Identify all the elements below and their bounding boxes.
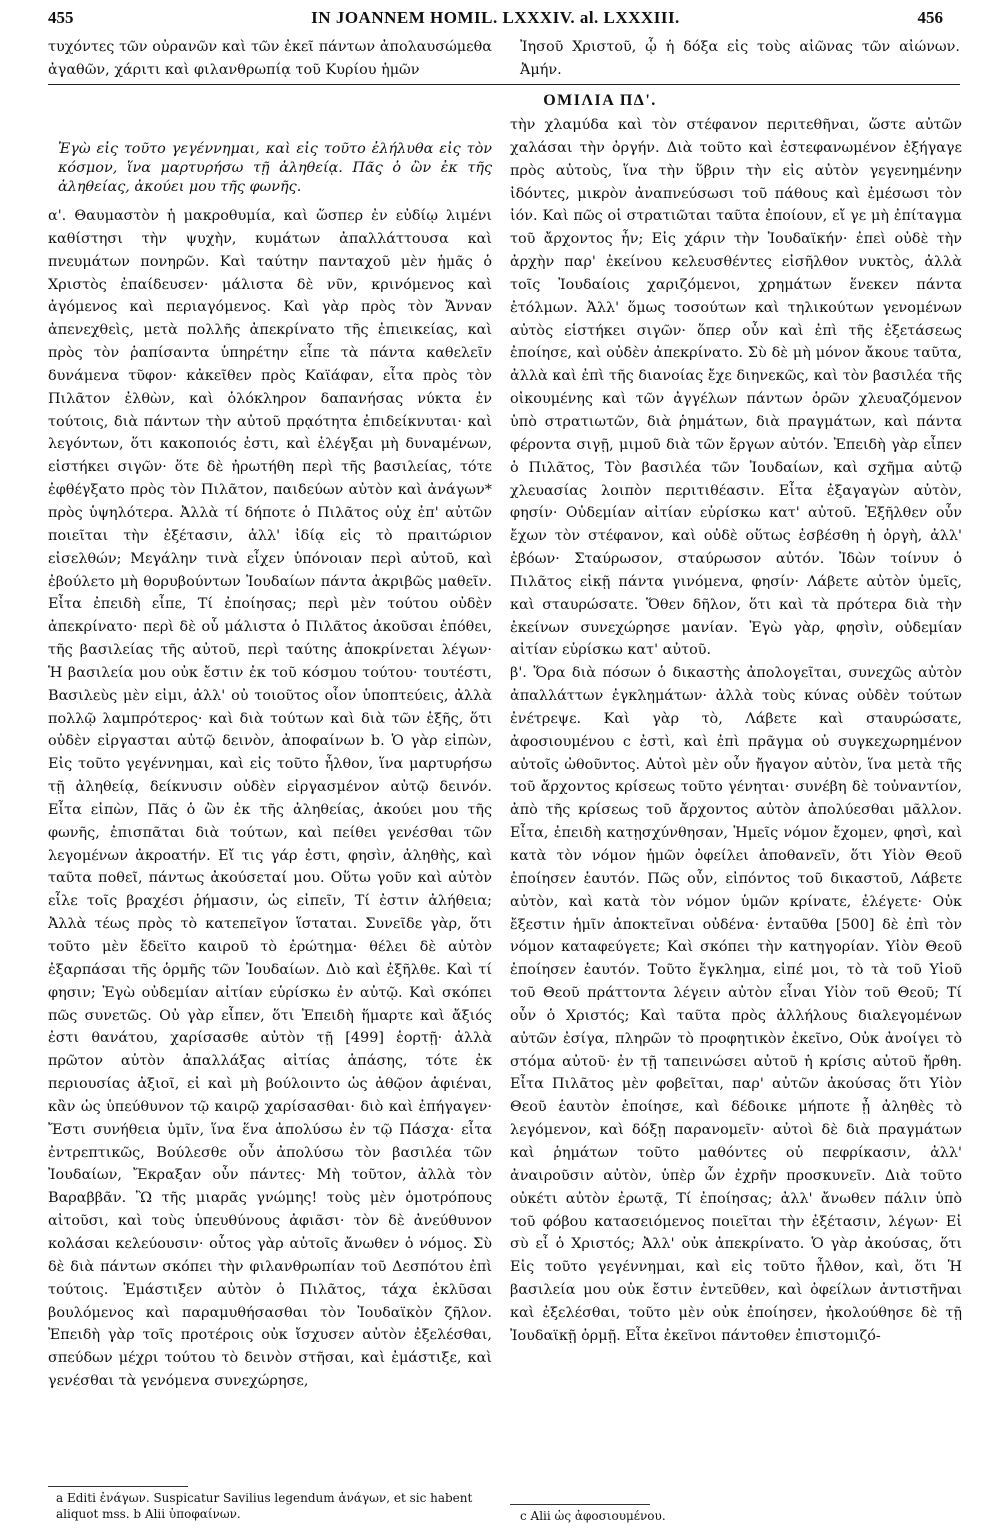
right-column-body-2: β'. Ὅρα διὰ πόσων ὁ δικαστὴς ἀπολογεῖται, συνεχῶς αὐτὸν ἀπαλλάττων ἐγκλημάτων· ἀλλὰ τοὺς κύνας οὐδὲν τούτων ἐνέτρεψε. Καὶ γὰρ τὸ, Λάβετε καὶ σταυρώσατε, ἀφοσιουμένου c ἐστὶ, καὶ ἐπὶ πρᾶγμα οὐ συγκεχωρημένον αὐτοῖς ὠθοῦντος. Αὐτοὶ μὲν οὖν ἤγαγον αὐτὸν, ἵνα μετὰ τῆς τοῦ ἄρχοντος κρίσεως τοῦτο γένηται· συνέβη δὲ τοὐναντίον, ἀπὸ τῆς κρίσεως τοῦ ἄρχοντος αὐτὸν ἀπολύεσθαι μᾶλλον. Εἶτα, ἐπειδὴ κατῃσχύνθησαν, Ἡμεῖς νόμον ἔχομεν, φησὶ, καὶ κατὰ τὸν νόμον ἡμῶν ὀφείλει ἀποθανεῖν, ὅτι Υἱὸν Θεοῦ ἐποίησεν ἑαυτόν. Πῶς οὖν, εἰπόντος τοῦ δικαστοῦ, Λάβετε αὐτὸν, καὶ κατὰ τὸν νόμον ὑμῶν κρίνατε, ἐλέγετε· Οὐκ ἔξεστιν ἡμῖν ἀποκτεῖναι οὐδένα· ἐνταῦθα [500] δὲ ἐπὶ τὸν νόμον καταφεύγετε; Καὶ σκόπει τὴν κατηγορίαν. Υἱὸν Θεοῦ ἐποίησεν ἑαυτόν. Τοῦτο ἔγκλημα, εἰπέ μοι, τὸ τὰ τοῦ Υἱοῦ τοῦ Θεοῦ πράττοντα λέγειν αὐτὸν εἶναι Υἱὸν τοῦ Θεοῦ; Τί οὖν ὁ Χριστός; Καὶ ταῦτα πρὸς ἀλλήλους διαλεγομένων αὐτῶν ἐσίγα, πληρῶν τὸ προφητικὸν ἐκεῖνο, Οὐκ ἀνοίγει τὸ στόμα αὐτοῦ· ἐν τῇ ταπεινώσει αὐτοῦ ἡ κρίσις αὐτοῦ ἤρθη. Εἶτα Πιλᾶτος μὲν φοβεῖται, παρ' αὐτῶν ἀκούσας ὅτι Υἱὸν Θεοῦ ἑαυτὸν ἐποίησε, καὶ δέδοικε μήποτε ᾖ ἀληθὲς τὸ λεγόμενον, καὶ δόξῃ παρανομεῖν· αὐτοὶ δὲ διὰ πραγμάτων καὶ ῥημάτων τοῦτο μαθόντες οὐ πεφρίκασιν, ἀλλ' ἀναιροῦσιν αὐτὸν, ὑπὲρ ὧν ἐχρῆν προσκυνεῖν. Διὰ τοῦτο οὐκέτι αὐτὸν ἐρωτᾷ, Τί ἐποίησας; ἀλλ' ἄνωθεν πάλιν ὑπὸ τοῦ φόβου κατασειόμενος ποιεῖται τὴν ἐξέτασιν, λέγων· Εἰ σὺ εἶ ὁ Χριστός; Ἀλλ' οὐκ ἀπεκρίνατο. Ὁ γὰρ ἀκούσας, ὅτι Εἰς τοῦτο γεγέννημαι, καὶ εἰς τοῦτο ἦλθον, καὶ, ὅτι Ἡ βασιλεία μου οὐκ ἔστιν ἐντεῦθεν, καὶ ὀφείλων ἀντιστῆναι καὶ ἐξελέσθαι, τοῦτο μὲν οὐκ ἐποίησεν, ἠκολούθησε δὲ τῇ Ἰουδαϊκῇ ὁρμῇ. Εἶτα ἐκεῖνοι πάντοθεν ἐπιστομιζό- bbox=[510, 665, 962, 1344]
page-number-left: 455 bbox=[48, 8, 74, 27]
top-left-text bbox=[48, 36, 492, 82]
footnote-left: a Editi ἐνάγων. Suspicatur Savilius legendum ἀνάγων, et sic habent aliquot mss. b Alii ὑποφαίνων. bbox=[56, 1491, 473, 1521]
left-column-body: α'. Θαυμαστὸν ἡ μακροθυμία, καὶ ὥσπερ ἐν εὐδίῳ λιμένι καθίστησι τὴν ψυχὴν, κυμάτων ἀπαλλάττουσα καὶ πνευμάτων πονηρῶν. Καὶ ταύτην πανταχοῦ μὲν ἡμᾶς ὁ Χριστὸς ἐπαίδευσεν· μάλιστα δὲ νῦν, κρινόμενος καὶ ἀγόμενος καὶ περιαγόμενος. Καὶ γὰρ πρὸς τὸν Ἄνναν ἀπενεχθεὶς, μετὰ πολλῆς ἀπεκρίνατο τῆς ἐπιεικείας, καὶ πρὸς τὸν ῥαπίσαντα ὑπηρέτην εἶπε τὰ πάντα καθελεῖν δυνάμενα τῦφον· κἀκεῖθεν πρὸς Καϊάφαν, εἶτα πρὸς τὸν Πιλᾶτον ἐλθὼν, καὶ ὁλόκληρον δαπανήσας νύκτα ἐν τούτοις, διὰ πάντων τὴν αὐτοῦ πρᾳότητα ἐπιδείκνυται· καὶ λεγόντων, ὅτι κακοποιός ἐστι, καὶ ἐλέγξαι μὴ δυναμένων, εἱστήκει σιγῶν· ὅτε δὲ ἠρωτήθη περὶ τῆς βασιλείας, τότε ἐφθέγξατο πρὸς τὸν Πιλᾶτον, παιδεύων αὐτὸν καὶ ἀνάγων* πρὸς ὑψηλότερα. Ἀλλὰ τί δήποτε ὁ Πιλᾶτος οὐχ ἐπ' αὐτῶν ποιεῖται τὴν ἐξέτασιν, ἀλλ' ἰδίᾳ εἰς τὸ πραιτώριον εἰσελθών; Μεγάλην τινὰ εἶχεν ὑπόνοιαν περὶ αὐτοῦ, καὶ ἐβούλετο μὴ θορυβούντων Ἰουδαίων πάντα ἀκριβῶς μαθεῖν. Εἶτα ἐπειδὴ εἶπε, Τί ἐποίησας; περὶ μὲν τούτου οὐδὲν ἀπεκρίνατο· περὶ δὲ οὗ μάλιστα ὁ Πιλᾶτος ἀκοῦσαι ἐπόθει, τῆς βασιλείας τῆς αὐτοῦ, περὶ ταύτης ἀποκρίνεται λέγων· Ἡ βασιλεία μου οὐκ ἔστιν ἐκ τοῦ κόσμου τούτου· τουτέστι, Βασιλεὺς μὲν εἰμι, ἀλλ' οὐ τοιοῦτος οἷον ὑποπτεύεις, ἀλλὰ πολλῷ λαμπρότερος· καὶ διὰ τούτων καὶ διὰ τῶν ἑξῆς, ὅτι οὐδὲν εἰργασται αὐτῷ δεινὸν, ἀποφαίνων b. Ὁ γὰρ εἰπὼν, Εἰς τοῦτο γεγέννημαι, καὶ εἰς τοῦτο ἦλθον, ἵνα μαρτυρήσω τῇ ἀληθείᾳ, δείκνυσιν οὐδὲν εἰργασμένον αὐτῷ δεινόν. Εἶτα εἰπὼν, Πᾶς ὁ ὢν ἐκ τῆς ἀληθείας, ἀκούει μου τῆς φωνῆς, ἐπισπᾶται διὰ τούτων, καὶ πείθει γενέσθαι τῶν λεγομένων ἀκροατήν. Εἴ τις γάρ ἐστι, φησὶν, ἀληθὴς, καὶ ταῦτα ποθεῖ, πάντως ἀκούσεταί μου. Οὕτω γοῦν καὶ αὐτὸν εἷλε τοῖς βραχέσι ῥήμασιν, ὡς εἰπεῖν, Τί ἐστιν ἀλήθεια; Ἀλλὰ τέως πρὸς τὸ κατεπεῖγον ἵσταται. Συνεῖδε γὰρ, ὅτι τοῦτο μὲν ἔδεϊτο καιροῦ τὸ ἐρώτημα· θέλει δὲ αὐτὸν ἐξαρπάσαι τῆς ὁρμῆς τῶν Ἰουδαίων. Διὸ καὶ ἐξῆλθε. Καὶ τί φησιν; Ἐγὼ οὐδεμίαν αἰτίαν εὑρίσκω ἐν αὐτῷ. Καὶ σκόπει πῶς συνετῶς. Οὐ γὰρ εἶπεν, ὅτι Ἐπειδὴ ἥμαρτε καὶ ἄξιός ἐστι θανάτου, χαρίσασθε αὐτὸν τῇ [499] ἑορτῇ· ἀλλὰ πρῶτον αὐτὸν ἀπαλλάξας αἰτίας ἁπάσης, τότε ἐκ περιουσίας ἀξιοῖ, εἰ καὶ μὴ βούλοιντο ὡς ἀθῷον ἀφιέναι, κἂν ὡς ὑπεύθυνον τῷ καιρῷ χαρίσασθαι· διὸ καὶ ἐπήγαγεν· Ἔστι συνήθεια ὑμῖν, ἵνα ἕνα ἀπολύσω ἐν τῷ Πάσχα· εἶτα ἐντρεπτικῶς, Βούλεσθε οὖν ἀπολύσω τὸν βασιλέα τῶν Ἰουδαίων, Ἔκραξαν οὖν πάντες· Μὴ τοῦτον, ἀλλὰ τὸν Βαραββᾶν. Ὢ τῆς μιαρᾶς γνώμης! τοὺς μὲν ὁμοτρόπους αἰτοῦσι, καὶ τοὺς ὑπευθύνους ἀφιᾶσι· τὸν δὲ ἀνεύθυνον κολάσαι κελεύουσιν· οὗτος γὰρ αὐτοῖς ἄνωθεν ὁ νόμος. Σὺ δὲ διὰ πάντων σκόπει τὴν φιλανθρωπίαν τοῦ Δεσπότου ἐπὶ τούτοις. Ἐμάστιξεν αὐτὸν ὁ Πιλᾶτος, τάχα ἐκλῦσαι βουλόμενος καὶ παραμυθήσασθαι τὸν Ἰουδαϊκὸν ζῆλον. Ἐπειδὴ γὰρ τοῖς προτέροις οὐκ ἴσχυσεν αὐτὸν ἐξελέσθαι, σπεύδων μέχρι τούτου τὸ δεινὸν στῆσαι, καὶ ἐμάστιξε, καὶ γενέσθαι τὰ γενόμενα συνεχώρησε, bbox=[48, 208, 492, 1390]
left-column bbox=[48, 140, 492, 1393]
page-number-right: 456 bbox=[917, 8, 943, 27]
section-divider bbox=[48, 84, 960, 85]
footnote-right: c Alii ὡς ἀφοσιουμένου. bbox=[520, 1509, 666, 1523]
top-right-text bbox=[520, 36, 960, 82]
top-left-paragraph: τυχόντες τῶν οὐρανῶν καὶ τῶν ἐκεῖ πάντων ἀπολαυσώμεθα ἀγαθῶν, χάριτι καὶ φιλανθρωπίᾳ τοῦ Κυρίου ἡμῶν bbox=[48, 39, 492, 78]
right-column-body-1: τὴν χλαμύδα καὶ τὸν στέφανον περιτεθῆναι, ὥστε αὐτῶν χαλάσαι τὴν ὀργήν. Διὰ τοῦτο καὶ ἐστεφανωμένον ἐξήγαγε πρὸς αὐτοὺς, ἵνα τὴν ὕβριν τὴν εἰς αὐτὸν γεγενημένην ἰδόντες, μικρὸν ἀναπνεύσωσι τοῦ πάθους καὶ ἐμέσωσι τὸν ἰόν. Καὶ πῶς οἱ στρατιῶται ταῦτα ἐποίουν, εἴ γε μὴ ἐπίταγμα τοῦ ἄρχοντος ἦν; Εἰς χάριν τὴν Ἰουδαϊκήν· ἐπεὶ οὐδὲ τὴν ἀρχὴν παρ' ἐκείνου κελευσθέντες εἰσῆλθον νυκτὸς, ἀλλὰ τοῖς Ἰουδαίοις χαριζόμενοι, χρημάτων ἕνεκεν πάντα ἐτόλμων. Ἀλλ' ὅμως τοσούτων καὶ τηλικούτων γενομένων αὐτὸς εἱστήκει σιγῶν· ὅπερ οὖν καὶ ἐπὶ τῆς ἐξετάσεως ἐποίησε, καὶ οὐδὲν ἀπεκρίνατο. Σὺ δὲ μὴ μόνον ἄκουε ταῦτα, ἀλλὰ καὶ ἐπὶ τῆς διανοίας ἔχε διηνεκῶς, καὶ τὸν βασιλέα τῆς οἰκουμένης καὶ τῶν ἀγγέλων πάντων ὁρῶν χλευαζόμενον ὑπὸ στρατιωτῶν, διὰ ῥημάτων, διὰ πραγμάτων, καὶ πάντα φέροντα σιγῇ, μιμοῦ διὰ τῶν ἔργων αὐτόν. Ἐπειδὴ γὰρ εἶπεν ὁ Πιλᾶτος, Τὸν βασιλέα τῶν Ἰουδαίων, καὶ σχῆμα αὐτῷ χλευασίας λοιπὸν περιτιθέασιν. Εἶτα ἐξαγαγὼν αὐτὸν, φησίν· Οὐδεμίαν αἰτίαν εὑρίσκω κατ' αὐτοῦ. Ἐξῆλθεν οὖν ἔχων τὸν στέφανον, καὶ οὐδὲ οὕτως ἐσβέσθη ἡ ὀργὴ, ἀλλ' ἐβόων· Σταύρωσον, σταύρωσον αὐτόν. Ἰδὼν τοίνυν ὁ Πιλᾶτος εἰκῇ πάντα γινόμενα, φησίν· Λάβετε αὐτὸν ὑμεῖς, καὶ σταυρώσατε. Ὅθεν δῆλον, ὅτι καὶ τὰ πρότερα διὰ τὴν ἐκείνων συνεχώρησε μανίαν. Ἐγὼ γὰρ, φησὶν, οὐδεμίαν αἰτίαν εὑρίσκω κατ' αὐτοῦ. bbox=[510, 117, 962, 659]
running-header bbox=[48, 8, 943, 32]
footnote-rule-right bbox=[510, 1504, 650, 1505]
top-right-paragraph: Ἰησοῦ Χριστοῦ, ᾧ ἡ δόξα εἰς τοὺς αἰῶνας τῶν αἰώνων. Ἀμήν. bbox=[520, 39, 960, 78]
right-column bbox=[510, 114, 962, 1348]
running-title: IN JOANNEM HOMIL. LXXXIV. al. LXXXIII. bbox=[311, 8, 680, 27]
homily-title: ΟΜΙΛΙΑ ΠΔ'. bbox=[543, 92, 657, 109]
footnote-rule-left bbox=[48, 1486, 188, 1487]
epigraph: Ἐγὼ εἰς τοῦτο γεγέννημαι, καὶ εἰς τοῦτο ἐλήλυθα εἰς τὸν κόσμον, ἵνα μαρτυρήσω τῇ ἀληθείᾳ. Πᾶς ὁ ὢν ἐκ τῆς ἀληθείας, ἀκούει μου τῆς φωνῆς. bbox=[58, 141, 492, 195]
